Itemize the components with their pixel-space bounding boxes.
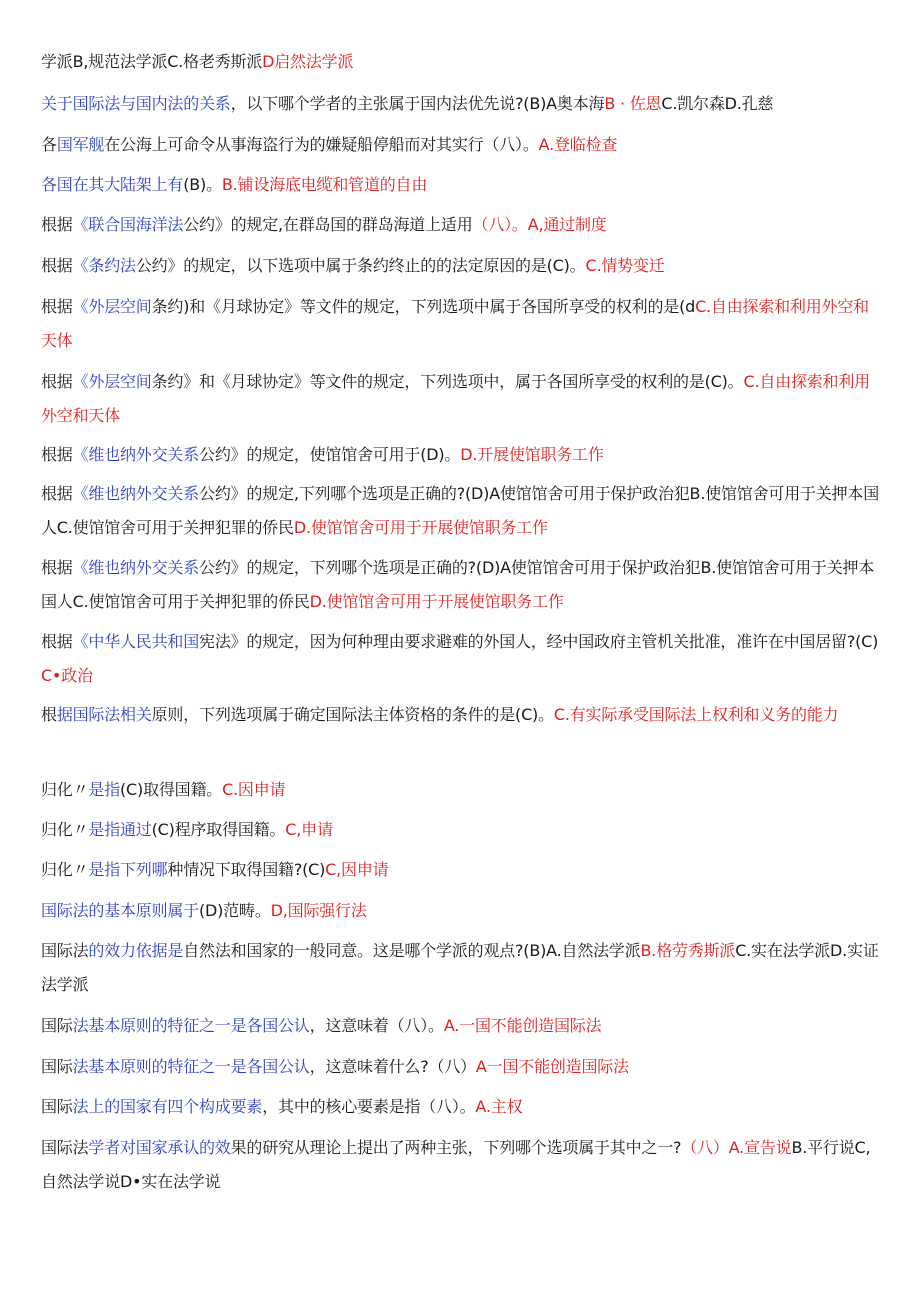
text-segment: 国际	[41, 1097, 73, 1116]
paragraph	[41, 934, 884, 1002]
paragraph	[41, 87, 884, 121]
highlight-text: 国军舰	[56, 135, 105, 154]
text-segment: 根据	[41, 372, 73, 391]
text-segment: 条约》和《月球协定》等文件的规定，下列选项中，属于各国所享受的权利的是(C)。	[151, 372, 744, 391]
text-segment: (D)范畴。	[199, 901, 271, 920]
paragraph	[41, 773, 884, 807]
text-segment: 归化〃	[41, 780, 89, 799]
paragraph	[41, 551, 884, 619]
text-segment: 公约》的规定,在群岛国的群岛海道上适用	[183, 215, 473, 234]
answer-text: D启然法学派	[262, 52, 354, 71]
text-segment: (C)程序取得国籍。	[151, 820, 286, 839]
text-segment: 国际法	[41, 941, 89, 960]
answer-text: C,因申请	[325, 860, 389, 879]
paragraph	[41, 625, 884, 693]
highlight-text: 《维也纳外交关系	[72, 558, 200, 577]
text-segment: 国际法	[41, 1138, 89, 1157]
text-segment: 公约》的规定，使馆馆舍可用于(D)。	[199, 445, 461, 464]
text-segment: 各	[41, 135, 57, 154]
answer-text: B · 佐恩	[604, 94, 662, 113]
answer-text: C.自由探索和利用外空和天体	[41, 297, 869, 350]
paragraph	[41, 698, 884, 732]
highlight-text: 《中华人民共和国	[72, 632, 200, 651]
text-segment: C.凯尔森D.孔慈	[661, 94, 774, 113]
text-segment: 自然法和国家的一般同意。这是哪个学派的观点?(B)A.自然法学派	[183, 941, 641, 960]
text-segment: (C)取得国籍。	[120, 780, 223, 799]
highlight-text: 法上的国家有四个构成要素	[72, 1097, 263, 1116]
answer-text: A.主权	[475, 1097, 523, 1116]
highlight-text: 《条约法	[72, 256, 136, 275]
highlight-text: 《外层空间	[72, 297, 152, 316]
text-segment: 条约)和《月球协定》等文件的规定，下列选项中属于各国所享受的权利的是(d	[151, 297, 696, 316]
paragraph	[41, 208, 884, 242]
highlight-text: 关于国际法与国内法的关系	[41, 94, 231, 113]
answer-text: C.情势变迁	[585, 256, 665, 275]
highlight-text: 的效力依据是	[88, 941, 184, 960]
text-segment: 根据	[41, 632, 73, 651]
highlight-text: 是指	[88, 780, 121, 799]
highlight-text: 各国在其大陆架上有	[41, 175, 184, 194]
text-segment: ，以下哪个学者的主张属于国内法优先说?(B)A奥本海	[230, 94, 605, 113]
paragraph	[41, 128, 884, 162]
text-segment: 原则，下列选项属于确定国际法主体资格的条件的是(C)。	[151, 705, 554, 724]
answer-text: C.自由探索和利用外空和天体	[41, 372, 870, 425]
text-segment: 宪法》的规定，因为何种理由要求避难的外国人，经中国政府主管机关批准，准许在中国居留?(C)	[199, 632, 879, 651]
text-segment: 在公海上可命令从事海盗行为的嫌疑船停船而对其实行（八）。	[104, 135, 539, 154]
highlight-text: 学者对国家承认的效	[88, 1138, 231, 1157]
paragraph	[41, 438, 884, 472]
text-segment: ，这意味着（八）。	[309, 1016, 444, 1035]
answer-text: B.铺设海底电缆和管道的自由	[221, 175, 428, 194]
text-segment: 根据	[41, 215, 73, 234]
answer-text: C.因申请	[222, 780, 286, 799]
answer-text: A一国不能创造国际法	[475, 1057, 629, 1076]
paragraph	[41, 894, 884, 928]
text-segment: B.平行说C,自然法学说D•实在法学说	[41, 1138, 871, 1191]
highlight-text: 《维也纳外交关系	[72, 445, 200, 464]
answer-text: A.登临检查	[538, 135, 618, 154]
highlight-text: 《联合国海洋法	[72, 215, 184, 234]
paragraph	[41, 813, 884, 847]
answer-text: B.格劳秀斯派	[640, 941, 736, 960]
text-segment: (B)。	[183, 175, 222, 194]
text-segment: ，这意味着什么?（八）	[309, 1057, 476, 1076]
paragraph	[41, 477, 884, 545]
text-segment: 国际	[41, 1016, 73, 1035]
answer-text: C•政治	[41, 666, 93, 685]
paragraph	[41, 168, 884, 202]
answer-text: D.使馆馆舍可用于开展使馆职务工作	[293, 518, 548, 537]
highlight-text: 国际法的基本原则属于	[41, 901, 200, 920]
text-segment: 公约》的规定，下列哪个选项是正确的?(D)A使馆馆舍可用于保护政治犯B.使馆馆舍可用于关押本国人C.使馆馆舍可用于关押犯罪的侨民	[41, 558, 875, 611]
highlight-text: 《维也纳外交关系	[72, 484, 200, 503]
paragraph	[41, 1050, 884, 1084]
highlight-text: 《外层空间	[72, 372, 152, 391]
text-segment: 根据	[41, 484, 73, 503]
answer-text: （八）。A,通过制度	[472, 215, 607, 234]
paragraph	[41, 45, 884, 79]
text-segment: 公约》的规定,下列哪个选项是正确的?(D)A使馆馆舍可用于保护政治犯B.使馆馆舍可用于关押本国人C.使馆馆舍可用于关押犯罪的侨民	[41, 484, 880, 537]
text-segment: 根据	[41, 297, 73, 316]
paragraph	[41, 290, 884, 358]
highlight-text: 法基本原则的特征之一是各国公认	[72, 1016, 310, 1035]
paragraph	[41, 1131, 884, 1199]
text-segment: 根据	[41, 256, 73, 275]
answer-text: （八）A.宣告说	[681, 1138, 792, 1157]
text-segment: 国际	[41, 1057, 73, 1076]
answer-text: D.开展使馆职务工作	[460, 445, 604, 464]
text-segment: 根据	[41, 445, 73, 464]
paragraph	[41, 1009, 884, 1043]
text-segment: 归化〃	[41, 860, 89, 879]
text-segment: 根据	[41, 558, 73, 577]
highlight-text: 是指通过	[88, 820, 152, 839]
text-segment: 学派B,规范法学派C.格老秀斯派	[41, 52, 263, 71]
highlight-text: 法基本原则的特征之一是各国公认	[72, 1057, 310, 1076]
text-segment: 根	[41, 705, 57, 724]
text-segment: ，其中的核心要素是指（八）。	[262, 1097, 476, 1116]
paragraph	[41, 249, 884, 283]
text-segment: 公约》的规定，以下选项中属于条约终止的的法定原因的是(C)。	[135, 256, 586, 275]
paragraph	[41, 365, 884, 433]
text-segment: 果的研究从理论上提出了两种主张，下列哪个选项属于其中之一?	[230, 1138, 682, 1157]
highlight-text: 据国际法相关	[56, 705, 152, 724]
answer-text: D.使馆馆舍可用于开展使馆职务工作	[309, 592, 564, 611]
answer-text: C,申请	[285, 820, 333, 839]
highlight-text: 是指下列哪	[88, 860, 168, 879]
text-segment: C.实在法学派D.实证法学派	[41, 941, 879, 994]
answer-text: A.一国不能创造国际法	[443, 1016, 602, 1035]
paragraph	[41, 853, 884, 887]
paragraph	[41, 1090, 884, 1124]
answer-text: C.有实际承受国际法上权利和义务的能力	[553, 705, 839, 724]
answer-text: D,国际强行法	[270, 901, 367, 920]
text-segment: 种情况下取得国籍?(C)	[167, 860, 326, 879]
text-segment: 归化〃	[41, 820, 89, 839]
